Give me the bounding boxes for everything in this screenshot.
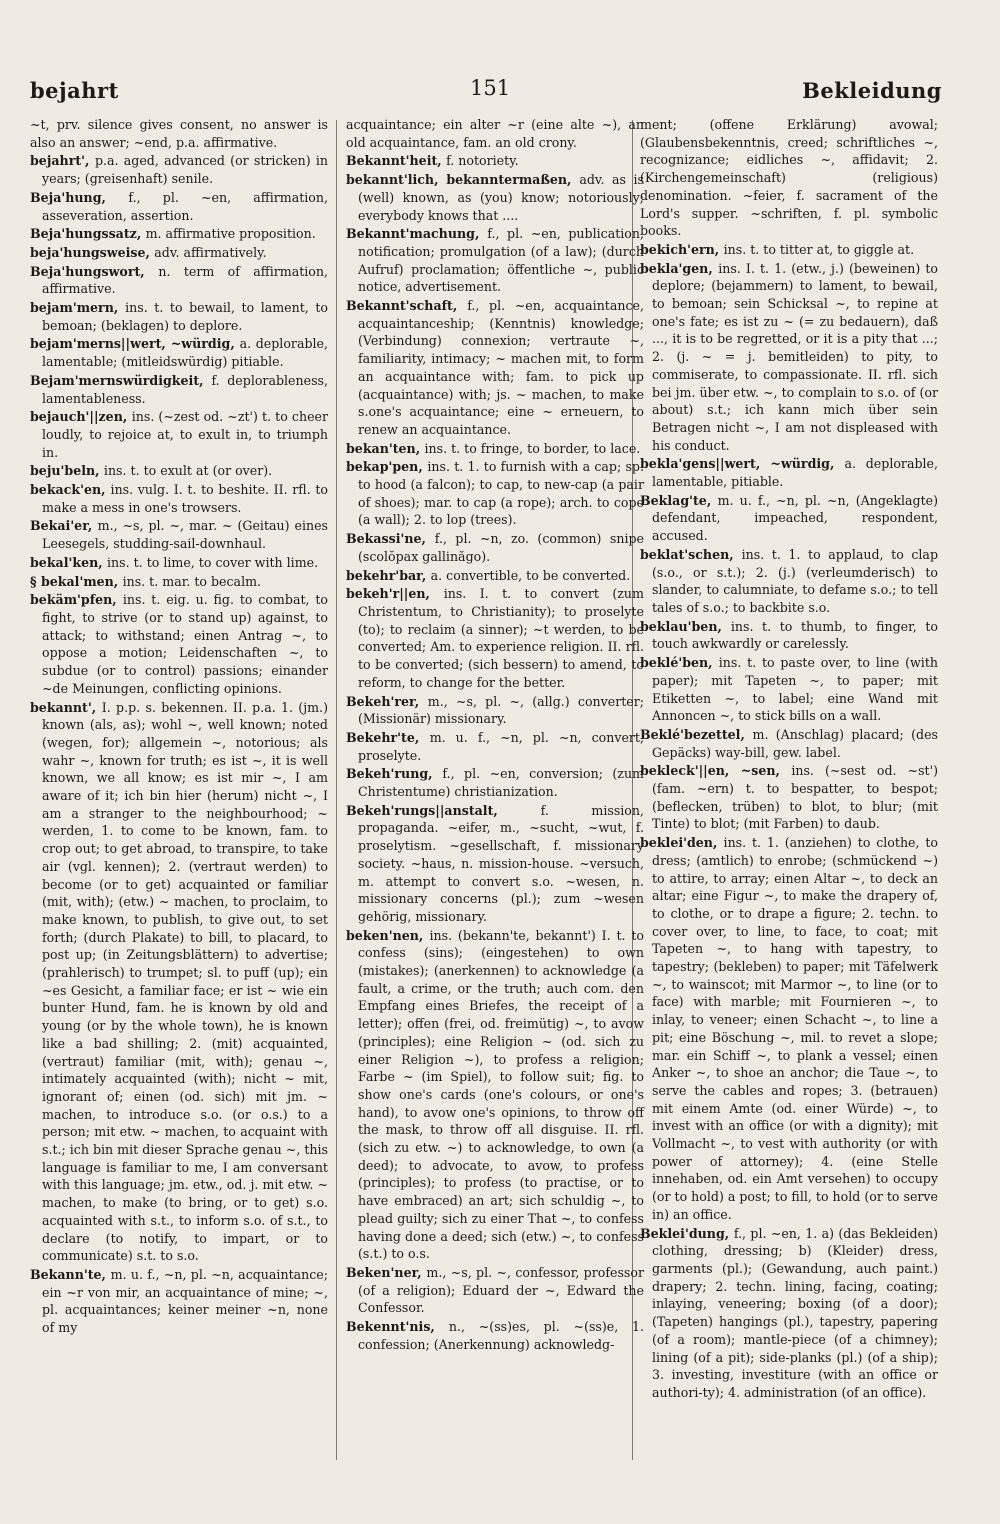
entry-headword: Beklé'bezettel, <box>640 726 753 742</box>
dictionary-entry <box>346 116 644 151</box>
entry-definition: ins. t. to titter at, to giggle at. <box>723 241 915 257</box>
entry-headword: Bekannt'machung, <box>346 226 488 242</box>
entry-headword: bejam'merns||wert, ~würdig, <box>30 336 240 352</box>
entry-definition: f., pl. ~en, affirmation, asseveration, assertion. <box>42 189 328 223</box>
entry-headword: bekap'pen, <box>346 459 428 475</box>
entry-headword: Bekehr'te, <box>346 729 430 745</box>
entry-headword: beju'beln, <box>30 463 104 479</box>
entry-headword: Bekeh'rungs||anstalt, <box>346 802 541 818</box>
entry-definition: f., pl. ~en, 1. a) (das Bekleiden) clothing, dressing; b) (Kleider) dress, garments (pl.); (Gewandung, auch paint.) drapery; 2. techn. lining, facing, coating; inlaying, veneering; boxing (of a door); (Tapeten) hangings (pl.), tapestry, papering (of a room); mantle-piece (of a chimney); lining (of a pit); side-planks (pl.) (of a ship); 3. investing, investiture (with an office or authori-ty); 4. administration (of an office). <box>652 1225 938 1400</box>
entry-definition: f. notoriety. <box>446 153 519 169</box>
dictionary-entry <box>640 654 938 725</box>
entry-definition: m. affirmative proposition. <box>145 226 316 242</box>
entry-headword: Bekeh'rer, <box>346 693 428 709</box>
dictionary-entry <box>346 729 644 764</box>
entry-definition: adv. affirmatively. <box>154 244 267 260</box>
entry-headword: Beja'hungssatz, <box>30 226 146 242</box>
dictionary-entry <box>346 927 644 1263</box>
entry-definition: f. mission, propaganda. ~eifer, m., ~sucht, ~wut, f. proselytism. ~gesellschaft, f. missionary society. ~haus, n. mission-house. ~versuch, m. attempt to convert s.o. ~wesen, n. missionary concerns (pl.); zum ~wesen gehörig, missionary. <box>358 802 645 924</box>
dictionary-entry <box>640 116 938 240</box>
entry-definition: ins. t. to paste over, to line (with paper); mit Tapeten ~, to paper; mit Etiketten ~, to label; eine Wand mit Annoncen ~, to stick bills on a wall. <box>652 655 938 724</box>
entry-definition: m. u. f., ~n, pl. ~n, acquaintance; ein ~r von mir, an acquaintance of mine; ~, pl. acquaintances; keiner meiner ~n, none of my <box>42 1267 328 1336</box>
entry-definition: ins. t. to lime, to cover with lime. <box>107 554 319 570</box>
entry-headword: bekannt', <box>30 699 102 715</box>
dictionary-entry <box>346 1318 644 1353</box>
dictionary-entry <box>346 152 644 170</box>
entry-headword: bejahrt', <box>30 153 95 169</box>
entry-headword: bekla'gen, <box>640 260 719 276</box>
entry-headword: Bekai'er, <box>30 518 98 534</box>
entry-definition: ins. t. to bewail, to lament, to bemoan; (beklagen) to deplore. <box>42 300 328 333</box>
entry-headword: bejam'mern, <box>30 300 126 316</box>
dictionary-entry <box>30 481 328 516</box>
entry-headword: Beklag'te, <box>640 492 718 508</box>
dictionary-entry <box>640 1225 938 1402</box>
dictionary-entry <box>346 1264 644 1317</box>
column-2 <box>346 116 644 1355</box>
dictionary-entry <box>640 455 938 490</box>
entry-headword: bekehr'bar, <box>346 567 431 583</box>
entry-definition: ins. (~sest od. ~st') (fam. ~ern) t. to bespatter, to bespot; (beflecken, trüben) to blot, to blur; (mit Tinte) to blot; (mit Farben) to daub. <box>652 763 938 832</box>
entry-headword: beklé'ben, <box>640 655 719 671</box>
page-number: 151 <box>470 76 511 100</box>
dictionary-entry <box>30 263 328 298</box>
dictionary-entry <box>30 152 328 187</box>
entry-headword: bekal'ken, <box>30 554 108 570</box>
entry-headword: Bekann'te, <box>30 1267 111 1282</box>
entry-headword: bejauch'||zen, <box>30 409 132 425</box>
entry-definition: a. deplorable, lamentable; (mitleidswürdig) pitiable. <box>42 336 328 370</box>
entry-headword: bekan'ten, <box>346 440 425 456</box>
dictionary-entry <box>346 440 644 458</box>
entry-headword: Beja'hungswort, <box>30 263 159 279</box>
entry-definition: ins. t. to fringe, to border, to lace. <box>424 440 641 456</box>
dictionary-entry <box>346 585 644 691</box>
entry-headword: beklei'den, <box>640 835 724 851</box>
dictionary-entry <box>346 802 644 926</box>
entry-definition: ins. t. to exult at (or over). <box>103 463 273 479</box>
dictionary-entry <box>640 834 938 1223</box>
dictionary-entry <box>640 241 938 259</box>
dictionary-entry <box>30 554 328 572</box>
entry-definition: ins. t. 1. to applaud, to clap (s.o., or s.t.); 2. (j.) (verleumderisch) to slander, to calumniate, to defame s.o.; to tell tales of s.o.; to backbite s.o. <box>652 546 939 615</box>
dictionary-entry <box>346 530 644 565</box>
entry-headword: Bekassi'ne, <box>346 531 435 547</box>
entry-headword: bekich'ern, <box>640 241 724 257</box>
entry-headword: bekäm'pfen, <box>30 592 123 608</box>
dictionary-entry <box>30 299 328 334</box>
entry-definition: a. convertible, to be converted. <box>430 567 631 583</box>
entry-definition: m., ~s, pl. ~, confessor, professor (of a religion); Eduard der ~, Edward the Confessor. <box>358 1265 644 1316</box>
entry-headword: Bekannt'heit, <box>346 153 447 169</box>
entry-definition: ins. I. t. 1. (etw., j.) (beweinen) to deplore; (bejammern) to lament, to bewail, to bemoan; sein Schicksal ~, to repine at one's fate; es ist zu ~ (= zu bedauern), daß ..., it is to be regretted, or it is a pity that ...; 2. (j. ~ = j. bemitleiden) to pity, to commiserate, to compassionate. II. rfl. sich bei jm. über etw. ~, to complain to s.o. of (or about) s.t.; ich kann mich über sein Betragen nicht ~, I am not displeased with his conduct. <box>652 260 938 453</box>
entry-definition: m., ~s, pl. ~, (allg.) converter; (Missionär) missionary. <box>358 693 645 727</box>
entry-definition: m. u. f., ~n, pl. ~n, (Angeklagte) defendant, impeached, respondent, accused. <box>652 492 939 544</box>
dictionary-entry <box>346 225 644 296</box>
entry-definition: a. deplorable, lamentable, pitiable. <box>652 456 938 490</box>
entry-headword: bekeh'r||en, <box>346 586 444 602</box>
entry-headword: § bekal'men, <box>30 573 123 589</box>
entry-headword: bekannt'lich, bekanntermaßen, <box>346 172 580 188</box>
dictionary-entry <box>30 573 328 591</box>
dictionary-entry <box>30 116 328 151</box>
entry-headword: beklau'ben, <box>640 618 731 634</box>
entry-definition: ins. I. t. to convert (zum Christentum, to Christianity); to proselyte (to); to reclaim (a sinner); ~t werden, to be converted; Am. to experience religion. II. rfl. to be converted; (sich bessern) to amend, to reform, to change for the better. <box>358 586 644 690</box>
entry-definition: p.a. aged, advanced (or stricken) in years; (greisenhaft) senile. <box>42 153 328 187</box>
entry-headword: beken'nen, <box>346 927 430 943</box>
right-guide-word: Bekleidung <box>802 78 942 103</box>
dictionary-entry <box>640 726 938 761</box>
dictionary-entry <box>30 335 328 370</box>
entry-definition: f., pl. ~en, conversion; (zum Christentume) christianization. <box>358 766 644 800</box>
entry-headword: Beklei'dung, <box>640 1225 734 1241</box>
entry-definition: f., pl. ~en, publication, notification; promulgation (of a law); (durch Aufruf) proclamation; öffentliche ~, public notice, advertisement. <box>358 226 644 295</box>
entry-definition: ins. vulg. I. t. to beshite. II. rfl. to make a mess in one's trowsers. <box>42 482 328 515</box>
dictionary-entry <box>640 492 938 545</box>
entry-definition: adv. as is (well) known, as (you) know; notoriously; everybody knows that .... <box>358 172 644 223</box>
entry-definition: m., ~s, pl. ~, mar. ~ (Geitau) eines Leesegels, studding-sail-downhaul. <box>42 518 328 552</box>
entry-definition: ins. t. mar. to becalm. <box>122 573 262 589</box>
entry-definition: f., pl. ~n, zo. (common) snipe (scolŏpax gallinăgo). <box>358 531 644 564</box>
entry-headword: Beken'ner, <box>346 1265 427 1280</box>
entry-headword: Bekannt'schaft, <box>346 298 468 314</box>
dictionary-entry <box>640 260 938 455</box>
dictionary-entry <box>346 297 644 439</box>
entry-headword: Beja'hung, <box>30 189 129 205</box>
entry-definition: ins. (~zest od. ~zt') t. to cheer loudly, to rejoice at, to exult in, to triumph in. <box>42 409 328 460</box>
entry-definition: ins. t. to thumb, to finger, to touch awkwardly or carelessly. <box>652 618 938 652</box>
page-header <box>30 76 942 106</box>
dictionary-entry <box>30 699 328 1266</box>
dictionary-entry <box>30 244 328 262</box>
dictionary-entry <box>346 171 644 224</box>
dictionary-entry <box>30 591 328 697</box>
left-guide-word: bejahrt <box>30 78 119 103</box>
dictionary-entry <box>346 567 644 585</box>
dictionary-entry <box>30 225 328 243</box>
dictionary-entry <box>640 618 938 653</box>
entry-definition: f., pl. ~en, acquaintance, acquaintanceship; (Kenntnis) knowledge; (Verbindung) connexion; vertraute ~, familiarity, intimacy; ~ machen mit, to form an acquaintance with; fam. to pick up (acquaintance) with; js. ~ machen, to make s.one's acquaintance; eine ~ erneuern, to renew an acquaintance. <box>358 298 644 437</box>
entry-headword: Bekeh'rung, <box>346 766 443 782</box>
dictionary-entry <box>346 693 644 728</box>
entry-definition: ins. t. eig. u. fig. to combat, to fight, to strive (or to stand up) against, to attack; to withstand; einen Antrag ~, to oppose a motion; Leidenschaften ~, to subdue (or to control) passions; einander ~de Meinungen, conflicting opinions. <box>42 592 328 696</box>
dictionary-entry <box>346 765 644 800</box>
dictionary-entry <box>30 408 328 461</box>
entry-definition: ment; (offene Erklärung) avowal; (Glaubensbekenntnis, creed; schriftliches ~, recognizance; eidliches ~, affidavit; 2. (Kirchengemeinschaft) (religious) denomination. ~feier, f. sacrament of the Lord's supper. ~schriften, f. pl. symbolic books. <box>640 117 938 239</box>
entry-definition: acquaintance; ein alter ~r (eine alte ~), an old acquaintance, fam. an old crony. <box>346 117 644 150</box>
column-3 <box>640 116 938 1403</box>
entry-headword: Bejam'mernswürdigkeit, <box>30 372 212 388</box>
entry-definition: n., ~(ss)es, pl. ~(ss)e, 1. confession; (Anerkennung) acknowledg- <box>358 1319 644 1352</box>
column-1 <box>30 116 328 1338</box>
entry-headword: bekleck'||en, ~sen, <box>640 763 792 779</box>
dictionary-entry <box>30 1266 328 1337</box>
entry-headword: bekack'en, <box>30 482 111 498</box>
entry-definition: n. term of affirmation, affirmative. <box>42 263 328 297</box>
entry-definition: ~t, prv. silence gives consent, no answer is also an answer; ~end, p.a. affirmative. <box>30 117 328 150</box>
column-divider <box>336 120 337 1460</box>
entry-headword: beklat'schen, <box>640 546 742 562</box>
entry-headword: Bekennt'nis, <box>346 1319 449 1335</box>
entry-definition: ins. (bekann'te, bekannt') I. t. to confess (sins); (eingestehen) to own (mistakes); (anerkennen) to acknowledge (a fault, a crime, or the truth; auch com. den Empfang eines Briefes, the receipt of a letter); offen (frei, od. freimütig) ~, to avow (principles); eine Religion ~ (od. sich zu einer Religion ~), to profess a religion; Farbe ~ (im Spiel), to follow suit; fig. to show one's cards (one's colours, or one's hand), to avow one's opinions, to throw off the mask, to throw off all disguise. II. rfl. (sich zu etw. ~) to acknowledge, to own (a deed); to advocate, to avow, to profess (principles); to profess (to practise, or to have embraced) an art; sich schuldig ~, to plead guilty; sich zu einer That ~, to confess having done a deed; sich (etw.) ~, to confess (s.t.) to o.s. <box>358 927 645 1262</box>
entry-headword: beja'hungsweise, <box>30 244 155 260</box>
dictionary-entry <box>30 189 328 224</box>
dictionary-entry <box>640 546 938 617</box>
entry-definition: ins. t. 1. to furnish with a cap; sp. to hood (a falcon); to cap, to new-cap (a pair of shoes); mar. to cap (a rope); arch. to cope (a wall); 2. to lop (trees). <box>358 459 645 528</box>
dictionary-entry <box>640 762 938 833</box>
entry-definition: f. deplorableness, lamentableness. <box>42 372 328 406</box>
dictionary-entry <box>30 372 328 407</box>
dictionary-entry <box>346 458 644 529</box>
dictionary-entry <box>30 517 328 552</box>
entry-definition: I. p.p. s. bekennen. II. p.a. 1. (jm.) known (als, as); wohl ~, well known; noted (wegen, for); allgemein ~, notorious; als wahr ~, known for truth; es ist ~, it is well known, we all know; es ist mir ~, I am aware of it; ich bin hier (herum) nicht ~, I am a stranger to the neighbourhood; ~ werden, 1. to come to be known, fam. to crop out; to get abroad, to transpire, to take air (vgl. kennen); 2. (vertraut werden) to become (or to get) acquainted or familiar (mit, with); (etw.) ~ machen, to proclaim, to make known, to publish, to give out, to set forth; (durch Plakate) to bill, to placard, to post up; (in Zeitungsblättern) to advertise; (prahlerisch) to trumpet; sl. to puff (up); ein ~es Gesicht, a familiar face; er ist ~ wie ein bunter Hund, fam. he is known by old and young (or by the whole town), he is known like a bad shilling; 2. (mit) acquainted, (vertraut) familiar (mit, with); genau ~, intimately acquainted (with); nicht ~ mit, ignorant of; einen (od. sich) mit jm. ~ machen, to introduce s.o. (or o.s.) to a person; mit etw. ~ machen, to acquaint with s.t.; ich bin mit dieser Sprache genau ~, this language is familiar to me, I am conversant with this language; jm. etw., od. j. mit etw. ~ machen, to make (to bring, or to get) s.o. acquainted with s.t., to inform s.o. of s.t., to declare (to notify, to impart, or to communicate) s.t. to s.o. <box>42 699 328 1264</box>
dictionary-entry <box>30 462 328 480</box>
entry-definition: m. u. f., ~n, pl. ~n, convert, proselyte. <box>358 729 644 763</box>
entry-headword: bekla'gens||wert, ~würdig, <box>640 456 845 472</box>
entry-definition: ins. t. 1. (anziehen) to clothe, to dress; (amtlich) to enrobe; (schmückend ~) to attire, to array; einen Altar ~, to deck an altar; eine Figur ~, to make the drapery of, to clothe, or to drape a figure; 2. techn. to cover over, to line, to face, to coat; mit Tapeten ~, to hang with tapestry, to tapestry; (bekleben) to paper; mit Täfelwerk ~, to wainscot; mit Marmor ~, to line (or to face) with marble; mit Fournieren ~, to inlay, to veneer; einen Schacht ~, to line a pit; eine Böschung ~, mil. to revet a slope; mar. ein Schiff ~, to plank a vessel; einen Anker ~, to shoe an anchor; die Taue ~, to serve the cables and ropes; 3. (betrauen) mit einem Amte (od. einer Würde) ~, to invest with an office (or with a dignity); mit Vollmacht ~, to vest with authority (or with power of attorney); 4. (eine Stelle innehaben, od. ein Amt versehen) to occupy (or to hold) a post; to fill, to hold (or to serve in) an office. <box>652 835 938 1222</box>
entry-definition: m. (Anschlag) placard; (des Gepäcks) way-bill, gew. label. <box>652 726 938 760</box>
